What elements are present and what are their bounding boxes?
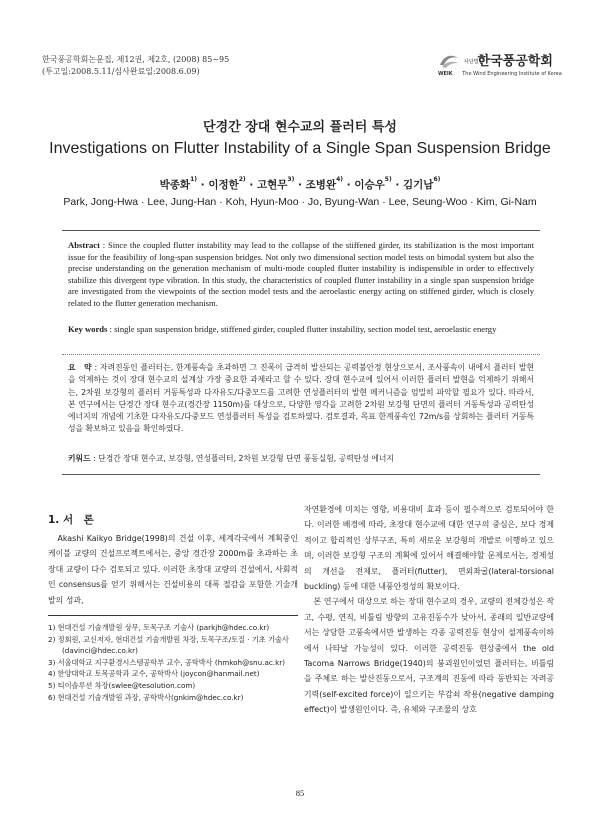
author-name: 김기남 [403,179,434,191]
keywords [68,324,534,336]
footnote: 6) 현대건설 기술개발원 과장, 공학박사(gnkim@hdec.co.kr) [48,692,244,702]
journal-header [42,54,229,78]
author-separator: · [343,179,355,191]
authors-korean [0,177,600,192]
author-name: 고현무 [256,179,288,191]
intro-right-column [304,502,554,718]
intro-paragraph-2: 본 연구에서 대상으로 하는 장대 현수교의 경우, 교량의 전체강성은 작고, 수평, 연직, 비틀림 방향의 고유진동수가 낮아서, 종래의 일반교량에서는 상당한 고풍속에서만 발생하는 각종 공력진동 현상이 설계풍속이하에서 나타날 가능성이 있다. 이러한 공력진동 현상중에서 the old Tacoma Narrows Bridge(1940)의 붕괴원인이었던 플러터는, 비틀림을 주체로 하는 발산진동으로서, 구조계의 진동에 따라 동반되는 자려공기력(self-excited force)이 일으키는 부감쇠 작용(negative damping effect)이 발생원인이다. 즉, 유체와 구조물의 상호 [304,597,554,715]
society-name-ko-text: 한국풍공학회 [477,54,553,69]
title-korean: 단경간 장대 현수교의 플러터 특성 [203,120,397,135]
abstract-text: : Since the coupled flutter instability may lead to the collapse of the stiffened girder, its stabilization is the most important issue for the feasibility of long-span suspension bridges. Not only two dimensional section model tests on bimodal system but also the precise understanding on the generation mechanism of multi-mode coupled flutter instability is indispensible in order to effectively stabilize this divergent type vibration. In this study, the characteristics of coupled flutter instability in a single span suspension bridge are investigated from the viewpoints of the section model tests and the aeroelastic energy acting on stiffened girder, which is closely related to the flutter generation mechanism. [68,240,534,308]
footnote: 1) 현대건설 기술개발원 상무, 토목구조 기술사 (parkjh@hdec.co.kr) [48,623,270,632]
author-affiliation-mark: 2) [238,176,246,183]
author-name: 박종화 [159,179,191,191]
society-name-ko [464,50,553,69]
summary-dotted-rule [62,354,540,355]
society-name-en-text: The Wind Engineering Institute of Korea [462,71,562,77]
summary-korean [68,362,534,436]
author-separator: · [391,179,403,191]
keywords-ko-label: 키워드 [68,454,91,463]
wind-swirl-icon [438,52,460,70]
footnote: 3) 서울대학교 지구환경시스템공학부 교수, 공학박사 (hmkoh@snu.ac.kr) [48,657,286,667]
title-english: Investigations on Flutter Instability of a Single Span Suspension Bridge [49,140,551,157]
author-name: 조병완 [305,179,337,191]
submission-dates: (투고일:2008.5.11/심사완료일:2008.6.09) [42,67,200,76]
authors-english: Park, Jong-Hwa · Lee, Jung-Han · Koh, Hyun-Moo · Jo, Byung-Wan · Lee, Seung-Woo · Kim, Gi-Nam [63,196,537,208]
society-logo [438,50,578,80]
journal-citation: 한국풍공학회논문집, 제12권, 제2호, (2008) 85~95 [42,55,230,64]
section-title: 1. 서 론 [48,514,94,526]
keywords-label: Key words [68,324,108,334]
summary-bottom-rule [62,474,540,475]
abstract [68,240,534,309]
footnote-rule [48,615,298,616]
author-separator: · [294,179,306,191]
author-affiliation-mark: 1) [190,176,197,183]
abstract-top-rule [62,230,540,231]
summary-label: 요 약 [68,363,92,372]
keywords-ko-text: : 단경간 장대 현수교, 보강형, 연성플러터, 2차원 보강형 단면 풍동실험, 공력탄성 에너지 [93,454,394,463]
author-affiliation-mark: 4) [336,176,344,183]
society-prefix: 사단법인 [464,58,484,65]
author-name: 이승우 [354,179,385,191]
author-affiliation-mark: 6) [433,176,441,183]
author-name: 이정한 [208,179,239,191]
society-abbr: WEIK [438,71,453,77]
abstract-label: Abstract [68,240,100,250]
society-name-en [438,71,562,77]
keywords-text: : single span suspension bridge, stiffened girder, coupled flutter instability, section model test, aeroelastic energy [109,324,497,334]
footnote: 4) 한양대학교 토목공학과 교수, 공학박사 (joycon@hanmail.net) [48,669,260,679]
author-separator: · [245,179,257,191]
footnote: 2) 정회원, 교신저자, 현대건설 기술개발원 차장, 토목구조/토질 · 기초 기술사(davinci@hdec.co.kr) [48,634,289,656]
footnotes [48,622,300,703]
footnote: 5) 티이솔루션 차장(swlee@tesolution.com) [48,680,196,690]
intro-left-column: Akashi Kaikyo Bridge(1998)의 건설 이후, 세계각국에서 계획중인 케이블 교량의 건설프로젝트에서는, 중앙 경간장 2000m를 초과하는 초장대 교량이 다수 검토되고 있다. 이러한 초장대 교량의 건설에서, 사회적인 consensus를 얻기 위해서는 건설비용의 대폭 절감을 포함한 기술개발의 성과, [48,534,298,605]
keywords-korean [68,453,534,465]
author-separator: · [197,179,209,191]
intro-paragraph-1: 자연환경에 미치는 영향, 비용대비 효과 등이 필수적으로 검토되어야 한다. 이러한 배경에 따라, 초장대 현수교에 대한 연구의 중심은, 보다 경제적이고 합리적인 상부구조, 특히 새로운 보강형의 개발로 이행하고 있으며, 이러한 보강형 구조의 계획에 있어서 해결해야할 문제로서는, 경제성의 개선을 전제로, 플러터(flutter), 면외좌굴(lateral-torsional buckling) 등에 대한 내풍안정성의 확보이다. [304,505,554,592]
page-number: 85 [295,788,305,798]
author-affiliation-mark: 3) [287,176,295,183]
summary-text: : 자려진동인 플러터는, 한계풍속을 초과하면 그 진폭이 급격히 발산되는 공력불안정 현상으로서, 조사풍속이 내에서 플러터 발현을 억제하는 것이 장대 현수교의 설계상 가장 중요한 과제라고 할 수 있다. 장대 현수교에 있어서 이러한 플러터 발현을 억제하기 위해서는, 2차원 보강형의 플러터 거동특성과 다자유도/다중모드를 고려한 연성플러터의 발현 메커니즘을 엄밀히 파악할 필요가 있다. 따라서, 본 연구에서는 단경간 장대 현수교(경간장 1150m)를 대상으로, 다양한 영각을 고려한 2차원 보강형 단면의 플러터 거동특성과 공력탄성 에너지의 개념에 기초한 다자유도/다중모드 연성플러터 특성을 검토하였다. 검토결과, 목표 한계풍속인 72m/s를 상회하는 플러터 거동특성을 확보하고 있음을 확인하였다. [68,363,534,434]
author-affiliation-mark: 5) [384,176,392,183]
